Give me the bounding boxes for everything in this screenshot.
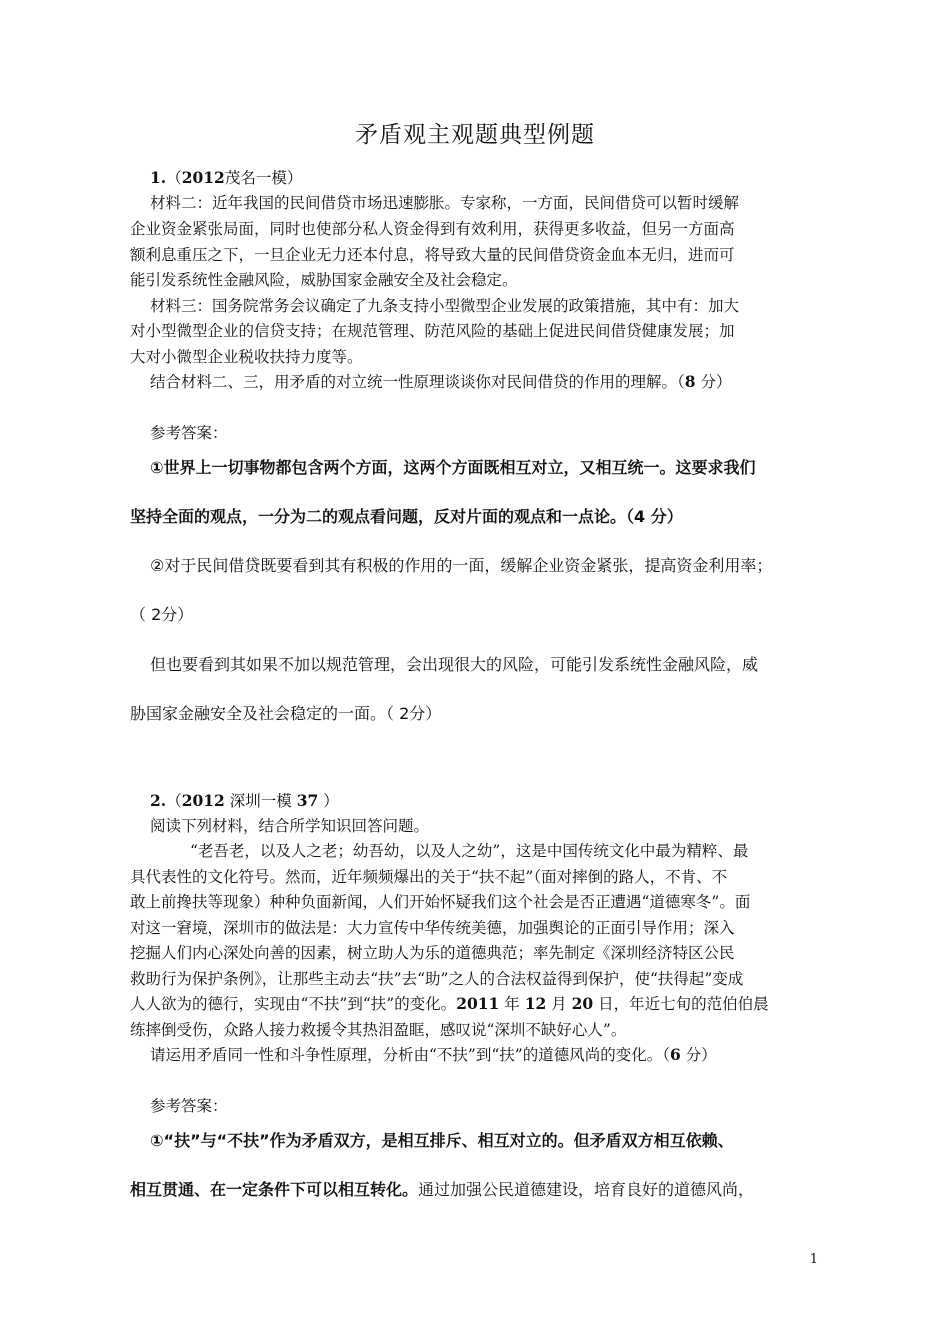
q2-material-line: 具代表性的文化符号。然而，近年频频爆出的关于“扶不起”（面对摔倒的路人，不肯、不 bbox=[130, 868, 728, 886]
q1-year: 2012 bbox=[181, 168, 225, 187]
q1-answer-line: （ 2分） bbox=[130, 605, 194, 624]
q2-material-line: 练摔倒受伤，众路人接力救援令其热泪盈眶，感叹说“深圳不缺好心人”。 bbox=[130, 1021, 627, 1039]
q2-question-number: 37 bbox=[296, 791, 319, 810]
q2-material-line: 对这一窘境，深圳市的做法是：大力宣传中华传统美德，加强舆论的正面引导作用；深入 bbox=[130, 919, 735, 937]
q1-material2-line: 能引发系统性金融风险，威胁国家金融安全及社会稳定。 bbox=[130, 271, 518, 289]
q1-answer-line: ②对于民间借贷既要看到其有积极的作用的一面，缓解企业资金紧张，提高资金利用率； bbox=[150, 556, 773, 575]
q2-material-line: 敢上前搀扶等现象）种种负面新闻，人们开始怀疑我们这个社会是否正遭遇“道德寒冬”。面 bbox=[130, 893, 751, 911]
q1-answer-line: 但也要看到其如果不加以规范管理，会出现很大的风险，可能引发系统性金融风险，威 bbox=[150, 655, 759, 674]
q1-question: 结合材料二、三，用矛盾的对立统一性原理谈谈你对民间借贷的作用的理解。（8 分） bbox=[150, 372, 732, 391]
q1-answer-line: ①世界上一切事物都包含两个方面，这两个方面既相互对立，又相互统一。这要求我们 bbox=[150, 458, 756, 477]
q2-date-month: 12 bbox=[524, 994, 547, 1013]
q2-answer-line: ①“扶”与“不扶”作为矛盾双方，是相互排斥、相互对立的。但矛盾双方相互依赖、 bbox=[150, 1131, 734, 1150]
q1-material2-line: 额利息重压之下，一旦企业无力还本付息，将导致大量的民间借贷资金血本无归，进而可 bbox=[130, 246, 735, 264]
q2-material-line: “老吾老，以及人之老；幼吾幼，以及人之幼”，这是中国传统文化中最为精粹、最 bbox=[190, 842, 749, 860]
q2-answer-label: 参考答案： bbox=[150, 1097, 228, 1115]
q2-number: 2. bbox=[150, 791, 167, 810]
q1-material3-line: 对小型微型企业的信贷支持；在规范管理、防范风险的基础上促进民间借贷健康发展；加 bbox=[130, 322, 735, 340]
q1-answer-line: 坚持全面的观点，一分为二的观点看问题，反对片面的观点和一点论。（4 分） bbox=[130, 507, 683, 526]
q2-source: 深圳一模 bbox=[224, 792, 297, 810]
q2-date-day: 20 bbox=[571, 994, 594, 1013]
q2-answer-line: 相互贯通、在一定条件下可以相互转化。通过加强公民道德建设，培育良好的道德风尚， bbox=[130, 1180, 755, 1199]
q2-material-line: 人人欲为的德行，实现由“不扶”到“扶”的变化。2011 年 12 月 20 日，年近七旬的范伯伯晨 bbox=[130, 994, 769, 1013]
q1-material3-line: 大对小微型企业税收扶持力度等。 bbox=[130, 348, 363, 366]
q2-heading: 2.（2012 深圳一模 37 ） bbox=[150, 791, 339, 810]
q2-material-line: 挖掘人们内心深处向善的因素，树立助人为乐的道德典范；率先制定《深圳经济特区公民 bbox=[130, 944, 735, 962]
q1-score: 8 bbox=[684, 372, 696, 391]
q1-source: 茂名一模） bbox=[224, 169, 303, 187]
q1-heading: 1.（2012茂名一模） bbox=[150, 168, 303, 187]
q2-question: 请运用矛盾同一性和斗争性原理，分析由“不扶”到“扶”的道德风尚的变化。（6 分） bbox=[150, 1045, 717, 1064]
page-title: 矛盾观主观题典型例题 bbox=[355, 122, 595, 148]
q1-number: 1. bbox=[150, 168, 167, 187]
q1-answer-label: 参考答案： bbox=[150, 424, 228, 442]
q2-intro: 阅读下列材料，结合所学知识回答问题。 bbox=[150, 817, 430, 835]
q1-material2-line: 材料二：近年我国的民间借贷市场迅速膨胀。专家称，一方面，民间借贷可以暂时缓解 bbox=[150, 194, 740, 212]
q1-material2-line: 企业资金紧张局面，同时也使部分私人资金得到有效利用，获得更多收益，但另一方面高 bbox=[130, 220, 735, 238]
q1-material3-line: 材料三：国务院常务会议确定了九条支持小型微型企业发展的政策措施，其中有：加大 bbox=[150, 297, 740, 315]
q2-score: 6 bbox=[669, 1045, 681, 1064]
page-number: 1 bbox=[809, 1252, 818, 1267]
q1-answer-line: 胁国家金融安全及社会稳定的一面。（ 2分） bbox=[130, 704, 442, 723]
q2-date-year: 2011 bbox=[456, 994, 500, 1013]
q2-year: 2012 bbox=[181, 791, 225, 810]
q2-material-line: 救助行为保护条例》，让那些主动去“扶”去“助”之人的合法权益得到保护，使“扶得起”变成 bbox=[130, 970, 744, 988]
